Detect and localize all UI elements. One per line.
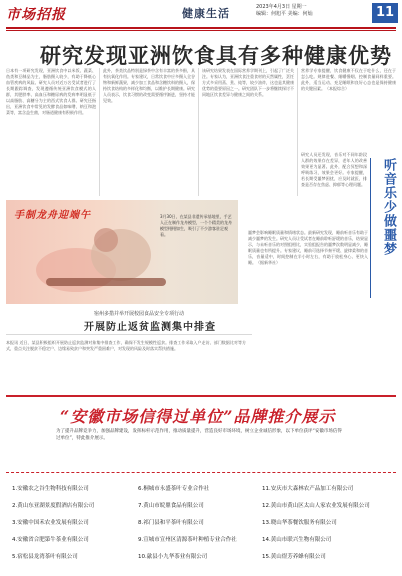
list-item: 15.黄山煜芳养蜂有限公司 (262, 554, 326, 560)
main-article-col4: 营养学专家提醒，饮食健康不仅在于吃什么，还在于怎么吃。规律进餐、细嚼慢咽、控制食量同样重要。此外，适当运动、充足睡眠和良好心态也是保持健康的关键因素。（本报综合） (301, 68, 396, 91)
story2-rule (6, 334, 252, 335)
main-headline: 研究发现亚洲饮食具有多种健康优势 (40, 43, 392, 68)
ad-divider (6, 472, 396, 473)
list-item: 3.安徽中国禾农业发展有限公司 (12, 520, 89, 526)
ad-top-rule (6, 395, 396, 397)
story2-title: 开展防止返贫监测集中排查 (84, 322, 216, 333)
column-divider (198, 68, 199, 196)
side-story-body: 噩梦会影响睡眠质量和情绪状态。最新研究发现，睡前听音乐有助于减少噩梦的发生。研究人员让受试者在睡前聆听舒缓的音乐，结果显示，与未听音乐的对照组相比，实验组报告的噩梦次数明显减少，睡眠质量也有所提升。专家建议，睡前可选择节奏平缓、旋律柔和的音乐，音量适中，时间控制在半小时左右，有助于放松身心、更快入睡。（据新华社） (248, 230, 368, 265)
list-item: 5.宿松县龙湾茶叶有限公司 (12, 554, 78, 560)
photo-caption: 3月30日，在某县非遗传承基地里，手艺人正在制作龙舟模型，一个个精美的龙舟模型栩栩如生，吸引了不少游客驻足观看。 (160, 214, 232, 237)
side-story-rule (370, 158, 371, 298)
page-number: 11 (372, 3, 398, 23)
header-rule (6, 27, 396, 29)
list-item: 6.桐城市永盛茶叶专业合作社 (138, 486, 210, 492)
story2-body: 本报讯 近日，某县积极组织开展防止返贫监测对象集中排查工作，确保不发生规模性返贫。排查工作采取入户走访、部门数据比对等方式，重点关注脱贫不稳定户、边缘易致贫户和突发严重困难户，对发现的风险及时落实帮扶措施。 (6, 340, 246, 351)
main-article-col1: 日本有一项研究发现，亚洲饮食中以米饭、蔬菜、鱼类和豆制品为主，脂肪摄入较少，有助于降低心血管疾病的风险。研究人员对近万名受试者进行了长期跟踪调查，发现遵循传统亚洲饮食模式的人群，其肥胖率、高血压和糖尿病的发病率明显低于以高脂肪、高糖分为主的西式饮食人群。研究还指出，亚洲饮食中常见的发酵食品如味噌、纳豆和泡菜等，富含益生菌，对肠道健康有积极作用。 (6, 68, 96, 115)
newspaper-logo: 市场招报 (6, 7, 66, 23)
ad-intro: 为了提升品牌竞争力，加强品牌建设，发挥标杆示范作用，推动质量提升，营造良好市场环境，树立企业诚信形象，以下单位获评“安徽市场信得过单位”，特此推介展示。 (56, 429, 342, 441)
issue-date: 2023年4月3日 星期一 (256, 4, 307, 10)
column-title: 健康生活 (182, 7, 230, 20)
main-article-col2: 此外，茶类饮品特别是绿茶中含有丰富的茶多酚，具有抗氧化作用。专家建议，日常饮食中应多摄入全谷物和新鲜蔬果，减少加工食品和含糖饮料的摄入，保持饮食结构的多样化和均衡，以维护长期健康。研究人员表示，饮食习惯的改变需要循序渐进，坚持才能见效。 (103, 68, 195, 103)
list-item: 7.黄山市皖鼎食品有限公司 (138, 503, 204, 509)
story2-kicker: 宿州多措并举开展校园食品安全专项行动 (94, 311, 185, 317)
column-divider (99, 68, 100, 196)
main-article-col3: 该研究结果发表在国际营养学期刊上，引起了广泛关注。专家认为，亚洲饮食注重食材的天然属性，烹饪方式多采用蒸、煮、炖等，较少油炸，这也是其健康优势的重要原因之一。研究团队下一步将继续探讨不同地区饮食差异与健康之间的关系。 (202, 68, 294, 97)
list-item: 10.歙县小九华茶业有限公司 (138, 554, 208, 560)
list-item: 1.安徽农之谷生物科技有限公司 (12, 486, 89, 492)
list-item: 2.黄山东亚湖景度假酒店有限公司 (12, 503, 95, 509)
list-item: 14.黄山市联兴生物有限公司 (262, 537, 332, 543)
header-rule-thin (6, 30, 396, 31)
list-item: 9.宣城市宣州区清源茶叶种植专业合作社 (138, 537, 237, 543)
column-divider (297, 68, 298, 196)
list-item: 4.安徽省合肥第牛茶业有限公司 (12, 537, 89, 543)
side-story-intro: 研究人员还发现，音乐对不同年龄段人群的效果存在差异，老年人的改善效果更为显著。此外，配合冥想和深呼吸练习，效果会更好。专家提醒，若长期受噩梦困扰，应及时就医，排查是否存在焦虑、抑郁等心理问题。 (301, 152, 367, 187)
side-story-title: 听音乐少做噩梦 (381, 158, 396, 256)
list-item: 8.祁门县和平茶叶有限公司 (138, 520, 204, 526)
list-item: 13.晓山华茶餐饮服务有限公司 (262, 520, 337, 526)
issue-editors: 编辑：何旭平 美编：何灿 (256, 11, 313, 17)
list-item: 12.黄山市黄山区太山人家农业发展有限公司 (262, 503, 370, 509)
ad-title: “安徽市场信得过单位”品牌推介展示 (60, 407, 336, 426)
list-item: 11.安庆市大森林农产品加工有限公司 (262, 486, 354, 492)
issue-info (256, 4, 313, 18)
photo-title: 手制龙舟迎端午 (14, 210, 91, 221)
